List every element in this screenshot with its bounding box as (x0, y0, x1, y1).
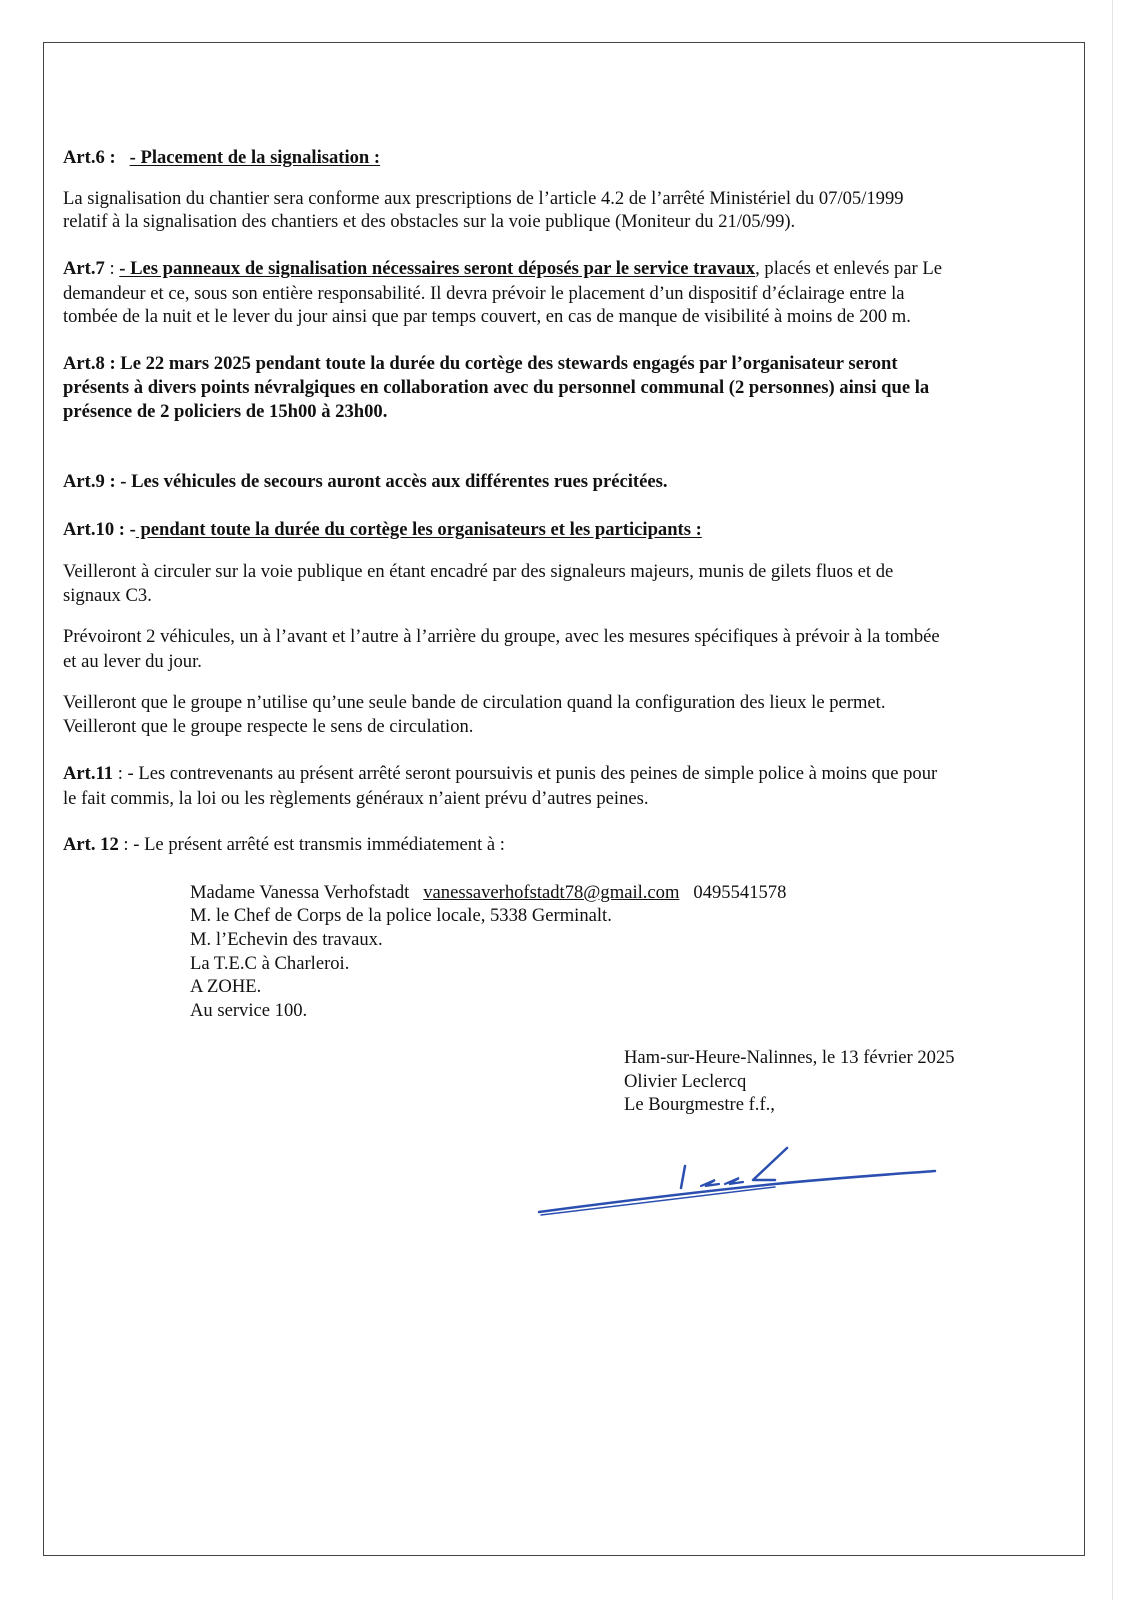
art10-heading (63, 519, 702, 541)
signature-place-date: Ham-sur-Heure-Nalinnes, le 13 février 2025 (624, 1047, 955, 1068)
art6-body-line: relatif à la signalisation des chantiers et des obstacles sur la voie publique (Moniteur du 21/05/99). (63, 211, 796, 232)
art10-para-line: Veilleront à circuler sur la voie publique en étant encadré par des signaleurs majeurs, munis de gilets fluos et de (63, 561, 894, 582)
recipient-item: M. l’Echevin des travaux. (190, 929, 383, 950)
art6-label: Art.6 : (63, 147, 116, 168)
recipient-first (190, 882, 786, 904)
art10-para-line: Veilleront que le groupe respecte le sens de circulation. (63, 716, 474, 737)
art11-text: : - Les contrevenants au présent arrêté seront poursuivis et punis des peines de simple police à moins que pour (113, 763, 938, 784)
art7-body-line: tombée de la nuit et le lever du jour ainsi que par temps couvert, en cas de manque de visibilité à moins de 200 m. (63, 306, 911, 327)
recipient-item: Au service 100. (190, 1000, 308, 1021)
art8-line: présents à divers points névralgiques en collaboration avec du personnel communal (2 personnes) ainsi que la (63, 377, 930, 398)
art10-para-line: Prévoiront 2 véhicules, un à l’avant et l’autre à l’arrière du groupe, avec les mesures spécifiques à prévoir à la tombée (63, 626, 940, 647)
art6-body-line: La signalisation du chantier sera conforme aux prescriptions de l’article 4.2 de l’arrêté Ministériel du 07/05/1999 (63, 188, 904, 209)
art7-line (63, 258, 942, 280)
art6-heading (63, 147, 380, 169)
art12-text: : - Le présent arrêté est transmis immédiatement à : (118, 834, 505, 855)
art7-label: Art.7 (63, 258, 105, 279)
signature-name: Olivier Leclercq (624, 1071, 747, 1092)
art7-bold: - Les panneaux de signalisation nécessaires seront déposés par le service travaux (119, 258, 756, 279)
recipient-email-link[interactable]: vanessaverhofstadt78@gmail.com (423, 882, 680, 903)
art10-title: pendant toute la durée du cortège les organisateurs et les participants : (135, 519, 702, 540)
art7-sep: : (104, 258, 120, 279)
art8-line: présence de 2 policiers de 15h00 à 23h00. (63, 401, 388, 422)
art7-rest: , placés et enlevés par Le (755, 258, 942, 279)
art12-label: Art. 12 (63, 834, 119, 855)
art12-line (63, 834, 505, 856)
art10-para-line: et au lever du jour. (63, 651, 202, 672)
art7-body-line: demandeur et ce, sous son entière responsabilité. Il devra prévoir le placement d’un dispositif d’éclairage entre la (63, 283, 905, 304)
scan-edge (1112, 0, 1113, 1600)
recipient-item: M. le Chef de Corps de la police locale, 5338 Germinalt. (190, 905, 612, 926)
art6-title: - Placement de la signalisation : (129, 147, 381, 168)
recipient-phone: 0495541578 (693, 882, 787, 903)
art10-para-line: signaux C3. (63, 585, 152, 606)
signature-role: Le Bourgmestre f.f., (624, 1094, 775, 1115)
recipient-name: Madame Vanessa Verhofstadt (190, 882, 410, 903)
art11-label: Art.11 (63, 763, 114, 784)
recipient-item: A ZOHE. (190, 976, 262, 997)
art10-label: Art.10 : - (63, 519, 136, 540)
art10-para-line: Veilleront que le groupe n’utilise qu’une seule bande de circulation quand la configuration des lieux le permet. (63, 692, 886, 713)
art9-line: Art.9 : - Les véhicules de secours auront accès aux différentes rues précitées. (63, 471, 668, 492)
art11-line2: le fait commis, la loi ou les règlements généraux n’aient prévu d’autres peines. (63, 788, 649, 809)
art8-line: Art.8 : Le 22 mars 2025 pendant toute la durée du cortège des stewards engagés par l’organisateur seront (63, 353, 898, 374)
art11-line (63, 763, 937, 785)
handwritten-signature (535, 1140, 955, 1230)
recipient-item: La T.E.C à Charleroi. (190, 953, 350, 974)
